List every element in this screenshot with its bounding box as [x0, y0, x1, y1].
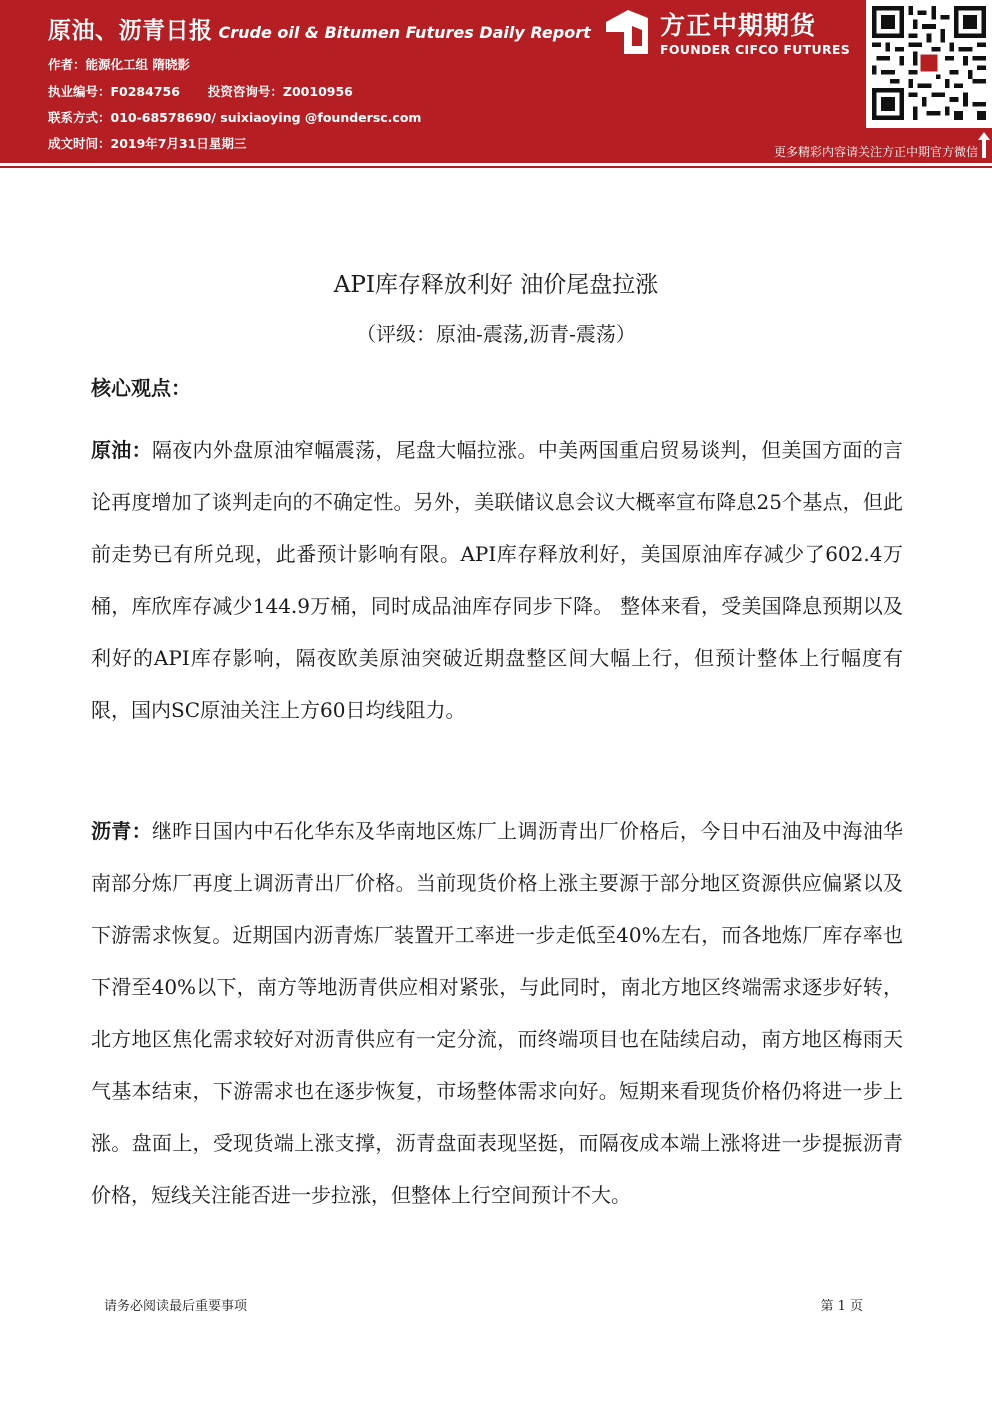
company-name-cn: 方正中期期货	[660, 11, 817, 40]
date-line: 成文时间：2019年7月31日星期三	[48, 136, 247, 151]
bitumen-text: 继昨日国内中石化华东及华南地区炼厂上调沥青出厂价格后，今日中石油及中海油华南部分炼厂再度上调沥青出厂价格。当前现货价格上涨主要源于部分地区资源供应偏紧以及下游需求恢复。近期国内沥青炼厂装置开工率进一步走低至40%左右，而各地炼厂库存率也下滑至40%以下，南方等地沥青供应相对紧张，与此同时，南北方地区终端需求逐步好转，北方地区焦化需求较好对沥青供应有一定分流，而终端项目也在陆续启动，南方地区梅雨天气基本结束，下游需求也在逐步恢复，市场整体需求向好。短期来看现货价格仍将进一步上涨。盘面上，受现货端上涨支撑，沥青盘面表现坚挺，而隔夜成本端上涨将进一步提振沥青价格，短线关注能否进一步拉涨，但整体上行空间预计不大。	[91, 819, 904, 1207]
header-divider	[0, 166, 992, 168]
crude-oil-text: 隔夜内外盘原油窄幅震荡，尾盘大幅拉涨。中美两国重启贸易谈判，但美国方面的言论再度增加了谈判走向的不确定性。另外，美联储议息会议大概率宣布降息25个基点，但此前走势已有所兑现，此番预计影响有限。API库存释放利好，美国原油库存减少了602.4万桶，库欣库存减少144.9万桶，同时成品油库存同步下降。 整体来看，受美国降息预期以及利好的API库存影响，隔夜欧美原油突破近期盘整区间大幅上行，但预计整体上行幅度有限，国内SC原油关注上方60日均线阻力。	[91, 438, 904, 722]
company-name-en: FOUNDER CIFCO FUTURES	[660, 42, 851, 57]
bitumen-label: 沥青：	[91, 819, 152, 843]
crude-oil-label: 原油：	[91, 438, 152, 462]
founder-logo-mark-icon	[602, 8, 652, 58]
disclaimer-notice: 请务必阅读最后重要事项	[104, 1299, 248, 1314]
qr-code-icon	[872, 4, 986, 122]
bitumen-paragraph	[91, 805, 903, 1221]
core-view-label: 核心观点：	[91, 376, 191, 400]
company-logo	[602, 6, 862, 62]
consult-number: 投资咨询号：Z0010956	[207, 84, 353, 99]
crude-oil-paragraph	[91, 424, 903, 736]
report-title: API库存释放利好 油价尾盘拉涨	[333, 272, 659, 298]
series-title-en: Crude oil & Bitumen Futures Daily Report	[218, 23, 591, 42]
series-title-cn: 原油、沥青日报	[48, 18, 213, 44]
author-line: 作者：能源化工组 隋晓影	[48, 57, 190, 72]
contact-line: 联系方式：010-68578690/ suixiaoying @foundersc.com	[48, 110, 422, 125]
license-number: 执业编号：F0284756	[48, 84, 180, 99]
registration-line	[48, 82, 353, 100]
page-number: 第 1 页	[820, 1299, 863, 1314]
header-banner	[0, 0, 992, 163]
follow-wechat-text: 更多精彩内容请关注方正中期官方微信	[773, 145, 978, 159]
wechat-qr-code	[866, 0, 992, 128]
arrow-up-icon	[978, 132, 990, 158]
report-rating: （评级：原油-震荡,沥青-震荡）	[356, 322, 636, 346]
report-series-title	[48, 12, 591, 45]
